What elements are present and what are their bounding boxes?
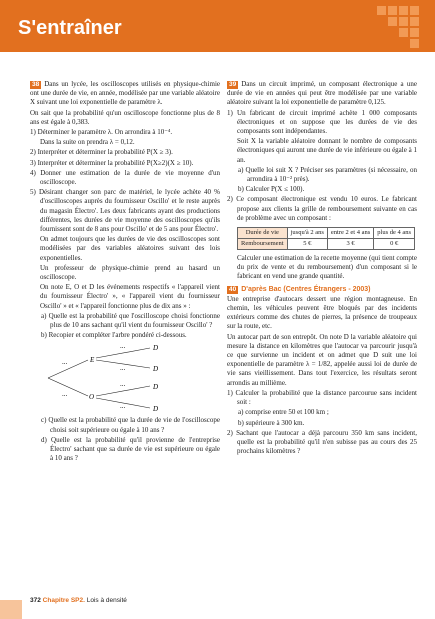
tree-weight-4: ... — [120, 364, 126, 373]
tree-weight-6: ... — [120, 402, 126, 411]
table-row — [238, 228, 415, 239]
ex39-qa: a) Quelle loi suit X ? Préciser ses paramètres (si nécessaire, on arrondira à 10⁻² près). — [238, 165, 417, 184]
tree-node-O: O — [89, 393, 95, 402]
ex39-number: 39 — [229, 81, 237, 88]
ex38-q4: 4) Donner une estimation de la durée de vie moyenne d'un oscilloscope. — [30, 168, 220, 187]
page-title: S'entraîner — [18, 17, 122, 39]
ex39-qb: b) Calculer P(X ≤ 100). — [238, 185, 305, 194]
ex38-qb: b) Recopier et compléter l'arbre pondéré ci-dessous. — [41, 331, 187, 340]
tree-node-D2: D — [153, 365, 159, 374]
ex39-intro: 39 Dans un circuit imprimé, un composant électronique a une durée de vie en années qui peut être modélisée par une variable aléatoire suivant la loi exponentielle de paramètre 0,125. — [227, 80, 417, 107]
ex39-q2: 2) Ce composant électronique est vendu 10 euros. Le fabricant propose aux clients la grille de remboursement suivante en cas de problème avec un composant : — [227, 195, 417, 222]
page-header — [0, 0, 435, 52]
table-cell: 0 € — [374, 239, 415, 250]
ex38-qc: c) Quelle est la probabilité que la durée de vie de l'oscilloscope choisi soit supérieure ou égale à 10 ans ? — [41, 416, 220, 434]
ex38-qa: a) Quelle est la probabilité que l'oscilloscope choisi fonctionne plus de 10 ans sachant qu'il vient du fournisseur Oscillo' ? — [41, 311, 220, 330]
table-cell: 3 € — [327, 239, 373, 250]
ex38-given: On sait que la probabilité qu'un oscilloscope fonctionne plus de 8 ans est égale à 0,383. — [30, 108, 220, 126]
ex39-q2b: Calculer une estimation de la recette moyenne (qui tient compte du prix de vente et du remboursement) d'un composant si le fabricant en vend une grande quantité. — [237, 254, 417, 281]
ex39-q1b: Soit X la variable aléatoire donnant le nombre de composants électroniques qui auront une durée de vie inférieure ou égale à 1 an. — [237, 137, 417, 164]
tree-weight-1: ... — [62, 358, 68, 367]
ex40-q1: 1) Calculer la probabilité que la distance parcourue sans incident soit : — [227, 388, 417, 407]
tree-node-E: E — [90, 356, 95, 365]
tree-node-D1: D — [153, 344, 159, 353]
ex38-q5a: 5) Désirant changer son parc de matériel, le lycée achète 40 % d'oscilloscopes auprès du fournisseur Oscillo' et le reste auprès du magasin Électro'. Les deux fabricants ayant des productions différentes, les durées de vie moyenne des oscilloscopes qu'ils fournissent sont de 8 ans pour Oscillo' et de 5 ans pour Électro'. — [30, 188, 220, 234]
section-label: Lois à densité — [86, 597, 127, 604]
ex38-q1b: Dans la suite on prendra λ = 0,12. — [40, 138, 135, 147]
ex38-intro: 38 Dans un lycée, les oscilloscopes utilisés en physique-chimie ont une durée de vie, en année, modélisée par une variable aléatoire X suivant une loi exponentielle de paramètre λ. — [30, 80, 220, 107]
probability-tree — [42, 342, 212, 414]
table-row — [238, 239, 415, 250]
footer-bar — [0, 600, 22, 619]
ex40-p1: Une entreprise d'autocars dessert une région montagneuse. En chemin, les véhicules peuvent être bloqués par des incidents extérieurs comme des chutes de pierres, la présence de troupeaux sur la route, etc. — [227, 294, 417, 331]
ex40-title: D'après Bac (Centres Étrangers - 2003) — [241, 285, 371, 293]
ex38-q2: 2) Interpréter et déterminer la probabilité P(X ≥ 3). — [30, 148, 173, 157]
tree-node-D4: D — [153, 405, 159, 414]
ex40-p2: Un autocar part de son entrepôt. On note D la variable aléatoire qui mesure la distance en kilomètres que l'autocar va parcourir jusqu'à ce que survienne un incident et on admet que D suit une loi exponentielle de paramètre λ = 1/82, appelée aussi loi de durée de vie sans vieillissement. Dans tout l'exercice, les résultats seront arrondis au millième. — [227, 332, 417, 387]
tree-node-D3: D — [153, 383, 159, 392]
ex38-q3: 3) Interpréter et déterminer la probabilité P(X≥2)(X ≥ 10). — [30, 158, 194, 167]
page-number: 372 — [30, 597, 41, 604]
refund-table — [237, 227, 415, 250]
ex40-qb: b) supérieure à 300 km. — [238, 418, 305, 427]
ex40-q2: 2) Sachant que l'autocar a déjà parcouru 350 km sans incident, quelle est la probabilité qu'il n'en subisse pas au cours des 25 prochains kilomètres ? — [227, 428, 417, 456]
tree-weight-2: ... — [62, 390, 68, 399]
ex38-q1: 1) Déterminer le paramètre λ. On arrondira à 10⁻⁴. — [30, 128, 173, 137]
ex38-number: 38 — [32, 81, 40, 88]
table-cell: jusqu'à 2 ans — [287, 228, 327, 239]
right-column — [227, 80, 417, 457]
tree-weight-5: ... — [120, 380, 126, 389]
decorative-squares — [377, 6, 421, 50]
ex40-header — [227, 285, 417, 294]
table-cell: entre 2 et 4 ans — [327, 228, 373, 239]
table-cell: Durée de vie — [238, 228, 288, 239]
ex40-number: 40 — [229, 285, 237, 293]
table-cell: Remboursement — [238, 239, 288, 250]
left-column — [30, 80, 220, 465]
table-cell: 5 € — [287, 239, 327, 250]
ex40-qa: a) comprise entre 50 et 100 km ; — [238, 408, 329, 417]
page-footer — [30, 596, 127, 605]
tree-weight-3: ... — [120, 342, 126, 351]
ex38-q5c: Un professeur de physique-chimie prend au hasard un oscilloscope. — [40, 263, 220, 282]
table-cell: plus de 4 ans — [374, 228, 415, 239]
ex38-qd: d) Quelle est la probabilité qu'il provienne de l'entreprise Électro' sachant que sa durée de vie est supérieure ou égale à 10 ans ? — [41, 435, 220, 463]
ex38-q5b: On admet toujours que les durées de vie des oscilloscopes sont modélisées par des variables aléatoires suivant des lois exponentielles. — [40, 235, 220, 262]
ex38-q5d: On note E, O et D les événements respectifs « l'appareil vient du fournisseur Électro' », « l'appareil vient du fournisseur Oscillo' » et « l'appareil fonctionne plus de dix ans » : — [40, 283, 220, 310]
ex39-q1: 1) Un fabricant de circuit imprimé achète 1 000 composants électroniques et on suppose que les durées de vie des composants sont indépendantes. — [227, 108, 417, 136]
chapter-label: Chapitre SP2. — [42, 597, 85, 604]
